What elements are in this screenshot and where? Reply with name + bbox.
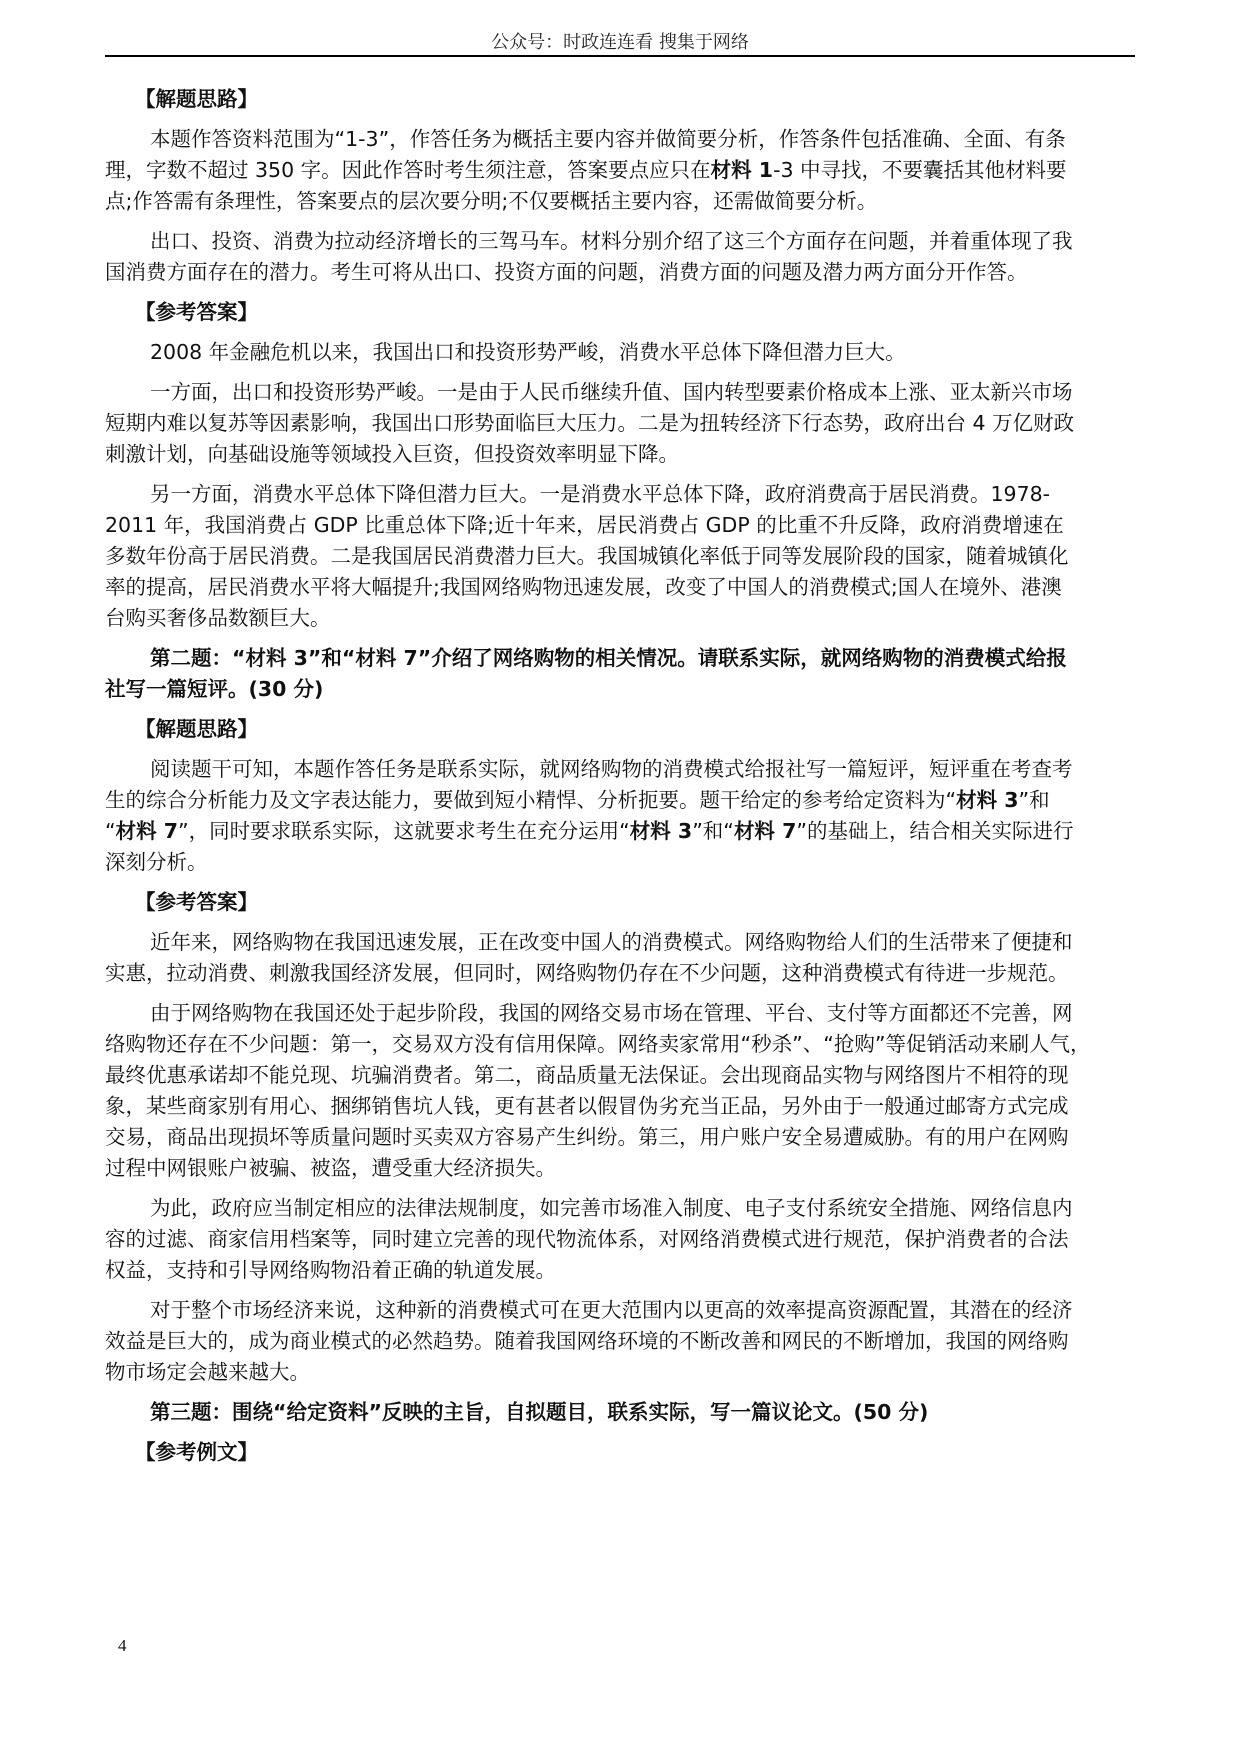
text-line xyxy=(105,1091,1145,1122)
text-line xyxy=(105,1153,1145,1184)
text-segment: 【参考答案】 xyxy=(135,890,258,914)
text-line xyxy=(105,186,1145,217)
text-segment: 点;作答需有条理性，答案要点的层次要分明;不仅要概括主要内容，还需做简要分析。 xyxy=(105,189,878,213)
page-header: 公众号：时政连连看 搜集于网络 xyxy=(491,32,749,53)
question-text xyxy=(105,1397,1145,1428)
bold-text: 材料 3 xyxy=(956,788,1019,812)
text-segment: 交易，商品出现损坏等质量问题时买卖双方容易产生纠纷。第三，用户账户安全易遭威胁。有的用户在网购 xyxy=(105,1125,1069,1149)
text-segment: 效益是巨大的，成为商业模式的必然趋势。随着我国网络环境的不断改善和网民的不断增加，我国的网络购 xyxy=(105,1329,1069,1353)
text-line xyxy=(105,785,1145,816)
text-line xyxy=(105,1326,1145,1357)
document-body xyxy=(105,84,1145,1477)
text-line xyxy=(105,674,1145,705)
text-segment: 刺激计划，向基础设施等领域投入巨资，但投资效率明显下降。 xyxy=(105,442,679,466)
text-line xyxy=(105,1029,1145,1060)
text-line xyxy=(105,572,1145,603)
text-segment: 近年来，网络购物在我国迅速发展，正在改变中国人的消费模式。网络购物给人们的生活带来了便捷和 xyxy=(150,930,1073,954)
bold-text: 社写一篇短评。(30 分) xyxy=(105,677,324,701)
paragraph xyxy=(105,998,1145,1184)
text-line xyxy=(105,1295,1145,1326)
text-segment: 对于整个市场经济来说，这种新的消费模式可在更大范围内以更高的效率提高资源配置，其潜在的经济 xyxy=(150,1298,1073,1322)
bold-text: 材料 1 xyxy=(710,158,774,182)
text-line xyxy=(105,927,1145,958)
text-line xyxy=(105,479,1145,510)
text-line xyxy=(105,1060,1145,1091)
paragraph xyxy=(105,754,1145,878)
text-line xyxy=(105,257,1145,288)
text-segment: 【解题思路】 xyxy=(135,87,258,111)
text-segment: ”，同时要求联系实际，这就要求考生在充分运用“ xyxy=(178,819,630,843)
text-segment: 2011 年，我国消费占 GDP 比重总体下降;近十年来，居民消费占 GDP 的比重不升反降，政府消费增速在 xyxy=(105,513,1064,537)
section-heading xyxy=(105,84,1145,115)
paragraph xyxy=(105,124,1145,217)
text-line xyxy=(105,958,1145,989)
text-line xyxy=(105,998,1145,1029)
text-line xyxy=(105,603,1145,634)
paragraph xyxy=(105,927,1145,989)
text-segment: 象，某些商家别有用心、捆绑销售坑人钱，更有甚者以假冒伪劣充当正品，另外由于一般通过邮寄方式完成 xyxy=(105,1094,1069,1118)
text-segment: ”和“ xyxy=(692,819,734,843)
text-line xyxy=(105,377,1145,408)
section-heading xyxy=(105,714,1145,745)
text-line xyxy=(105,124,1145,155)
text-segment: 【解题思路】 xyxy=(135,717,258,741)
paragraph xyxy=(105,377,1145,470)
text-line xyxy=(105,754,1145,785)
text-segment: ”和 xyxy=(1018,788,1050,812)
text-segment: 深刻分析。 xyxy=(105,850,208,874)
question-text xyxy=(105,643,1145,705)
bold-text: 材料 7 xyxy=(115,819,179,843)
header-rule xyxy=(105,55,1135,57)
text-line xyxy=(105,1397,1145,1428)
text-segment: 过程中网银账户被骗、被盗，遭受重大经济损失。 xyxy=(105,1156,556,1180)
text-segment: 生的综合分析能力及文字表达能力，要做到短小精悍、分析扼要。题干给定的参考给定资料为“ xyxy=(105,788,957,812)
text-line xyxy=(105,847,1145,878)
text-segment: 国消费方面存在的潜力。考生可将从出口、投资方面的问题，消费方面的问题及潜力两方面分开作答。 xyxy=(105,260,1028,284)
text-segment: “ xyxy=(105,819,116,843)
text-line xyxy=(135,84,1145,115)
text-line xyxy=(105,1193,1145,1224)
text-line xyxy=(105,1255,1145,1286)
text-line xyxy=(135,297,1145,328)
text-segment: 络购物还存在不少问题：第一，交易双方没有信用保障。网络卖家常用“秒杀”、“抢购”等促销活动来刷人气， xyxy=(105,1032,1091,1056)
text-line xyxy=(105,337,1145,368)
text-segment: 最终优惠承诺却不能兑现、坑骗消费者。第二，商品质量无法保证。会出现商品实物与网络图片不相符的现 xyxy=(105,1063,1069,1087)
text-line xyxy=(135,714,1145,745)
text-line xyxy=(135,1437,1145,1468)
text-line xyxy=(105,155,1145,186)
section-heading xyxy=(105,297,1145,328)
text-segment: 由于网络购物在我国还处于起步阶段，我国的网络交易市场在管理、平台、支付等方面都还不完善，网 xyxy=(150,1001,1073,1025)
text-segment: 2008 年金融危机以来，我国出口和投资形势严峻，消费水平总体下降但潜力巨大。 xyxy=(150,340,906,364)
text-line xyxy=(135,887,1145,918)
text-segment: 一方面，出口和投资形势严峻。一是由于人民币继续升值、国内转型要素价格成本上涨、亚太新兴市场 xyxy=(150,380,1073,404)
paragraph xyxy=(105,479,1145,634)
paragraph xyxy=(105,337,1145,368)
text-segment: 阅读题干可知，本题作答任务是联系实际，就网络购物的消费模式给报社写一篇短评，短评重在考查考 xyxy=(150,757,1073,781)
text-line xyxy=(105,408,1145,439)
text-segment: 为此，政府应当制定相应的法律法规制度，如完善市场准入制度、电子支付系统安全措施、网络信息内 xyxy=(150,1196,1073,1220)
text-segment: 物市场定会越来越大。 xyxy=(105,1360,310,1384)
text-segment: ”的基础上，结合相关实际进行 xyxy=(796,819,1074,843)
text-segment: 容的过滤、商家信用档案等，同时建立完善的现代物流体系，对网络消费模式进行规范，保护消费者的合法 xyxy=(105,1227,1069,1251)
text-line xyxy=(105,541,1145,572)
text-segment: 另一方面，消费水平总体下降但潜力巨大。一是消费水平总体下降，政府消费高于居民消费。1978- xyxy=(150,482,1051,506)
text-segment: 短期内难以复苏等因素影响，我国出口形势面临巨大压力。二是为扭转经济下行态势，政府出台 4 万亿财政 xyxy=(105,411,1075,435)
section-heading xyxy=(105,887,1145,918)
paragraph xyxy=(105,1193,1145,1286)
text-segment: 【参考例文】 xyxy=(135,1440,258,1464)
bold-text: 材料 3 xyxy=(629,819,693,843)
text-segment: 出口、投资、消费为拉动经济增长的三驾马车。材料分别介绍了这三个方面存在问题，并着重体现了我 xyxy=(150,229,1073,253)
text-segment: -3 中寻找，不要囊括其他材料要 xyxy=(773,158,1067,182)
text-segment: 权益，支持和引导网络购物沿着正确的轨道发展。 xyxy=(105,1258,556,1282)
text-segment: 率的提高，居民消费水平将大幅提升;我国网络购物迅速发展，改变了中国人的消费模式;国人在境外、港澳 xyxy=(105,575,1062,599)
bold-text: 第二题：“材料 3”和“材料 7”介绍了网络购物的相关情况。请联系实际，就网络购物的消费模式给报 xyxy=(150,646,1067,670)
section-heading xyxy=(105,1437,1145,1468)
text-segment: 理，字数不超过 350 字。因此作答时考生须注意，答案要点应只在 xyxy=(105,158,711,182)
text-segment: 本题作答资料范围为“1-3”，作答任务为概括主要内容并做简要分析，作答条件包括准确、全面、有条 xyxy=(150,127,1066,151)
text-line xyxy=(105,439,1145,470)
paragraph xyxy=(105,1295,1145,1388)
bold-text: 第三题：围绕“给定资料”反映的主旨，自拟题目，联系实际，写一篇议论文。(50 分) xyxy=(150,1400,929,1424)
text-segment: 多数年份高于居民消费。二是我国居民消费潜力巨大。我国城镇化率低于同等发展阶段的国家，随着城镇化 xyxy=(105,544,1069,568)
text-line xyxy=(105,643,1145,674)
text-line xyxy=(105,1224,1145,1255)
paragraph xyxy=(105,226,1145,288)
text-segment: 实惠，拉动消费、刺激我国经济发展，但同时，网络购物仍存在不少问题，这种消费模式有待进一步规范。 xyxy=(105,961,1069,985)
text-line xyxy=(105,510,1145,541)
text-line xyxy=(105,226,1145,257)
page-number: 4 xyxy=(118,1636,127,1655)
text-line xyxy=(105,1357,1145,1388)
text-segment: 【参考答案】 xyxy=(135,300,258,324)
text-line xyxy=(105,816,1145,847)
text-line xyxy=(105,1122,1145,1153)
bold-text: 材料 7 xyxy=(733,819,797,843)
text-segment: 台购买奢侈品数额巨大。 xyxy=(105,606,331,630)
